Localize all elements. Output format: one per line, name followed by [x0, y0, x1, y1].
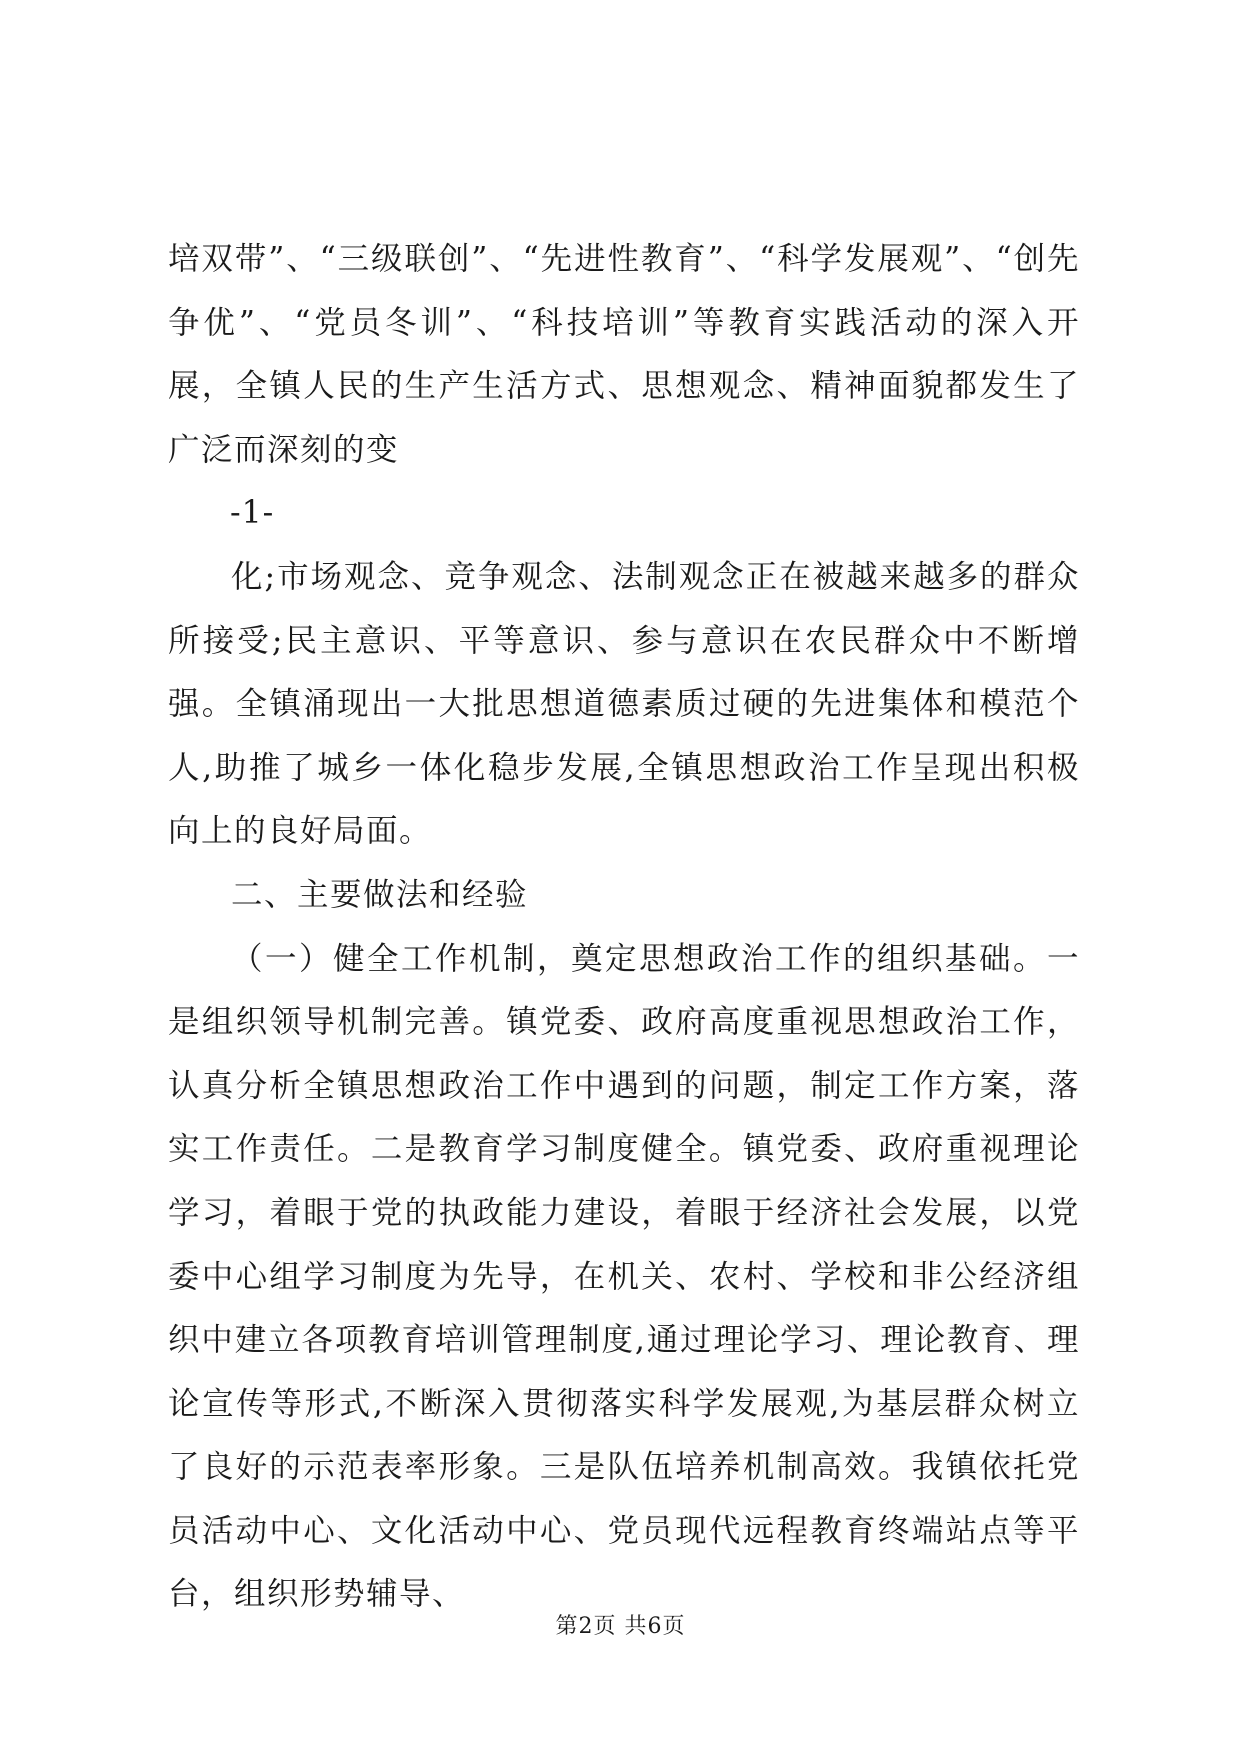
- section-heading: 二、主要做法和经验: [231, 876, 529, 913]
- paragraph-market-concepts: 化;市场观念、竞争观念、法制观念正在被越来越多的群众所接受;民主意识、平等意识、参与意识在农民群众中不断增强。全镇涌现出一大批思想道德素质过硬的先进集体和模范个人,助推了城乡一体化稳步发展,全镇思想政治工作呈现出积极向上的良好局面。: [168, 558, 1080, 850]
- inline-page-number: -1-: [230, 495, 275, 532]
- document-body: [168, 228, 1080, 1627]
- paragraph-continuation: 培双带”、“三级联创”、“先进性教育”、“科学发展观”、“创先争优”、“党员冬训”、“科技培训”等教育实践活动的深入开展，全镇人民的生产生活方式、思想观念、精神面貌都发生了广泛而深刻的变: [168, 241, 1080, 468]
- paragraph-work-mechanism: （一）健全工作机制，奠定思想政治工作的组织基础。一是组织领导机制完善。镇党委、政府高度重视思想政治工作，认真分析全镇思想政治工作中遇到的问题，制定工作方案，落实工作责任。二是教育学习制度健全。镇党委、政府重视理论学习，着眼于党的执政能力建设，着眼于经济社会发展，以党委中心组学习制度为先导，在机关、农村、学校和非公经济组织中建立各项教育培训管理制度,通过理论学习、理论教育、理论宣传等形式,不断深入贯彻落实科学发展观,为基层群众树立了良好的示范表率形象。三是队伍培养机制高效。我镇依托党员活动中心、文化活动中心、党员现代远程教育终端站点等平台，组织形势辅导、: [168, 940, 1080, 1613]
- page-footer: 第2页 共6页: [555, 1614, 686, 1639]
